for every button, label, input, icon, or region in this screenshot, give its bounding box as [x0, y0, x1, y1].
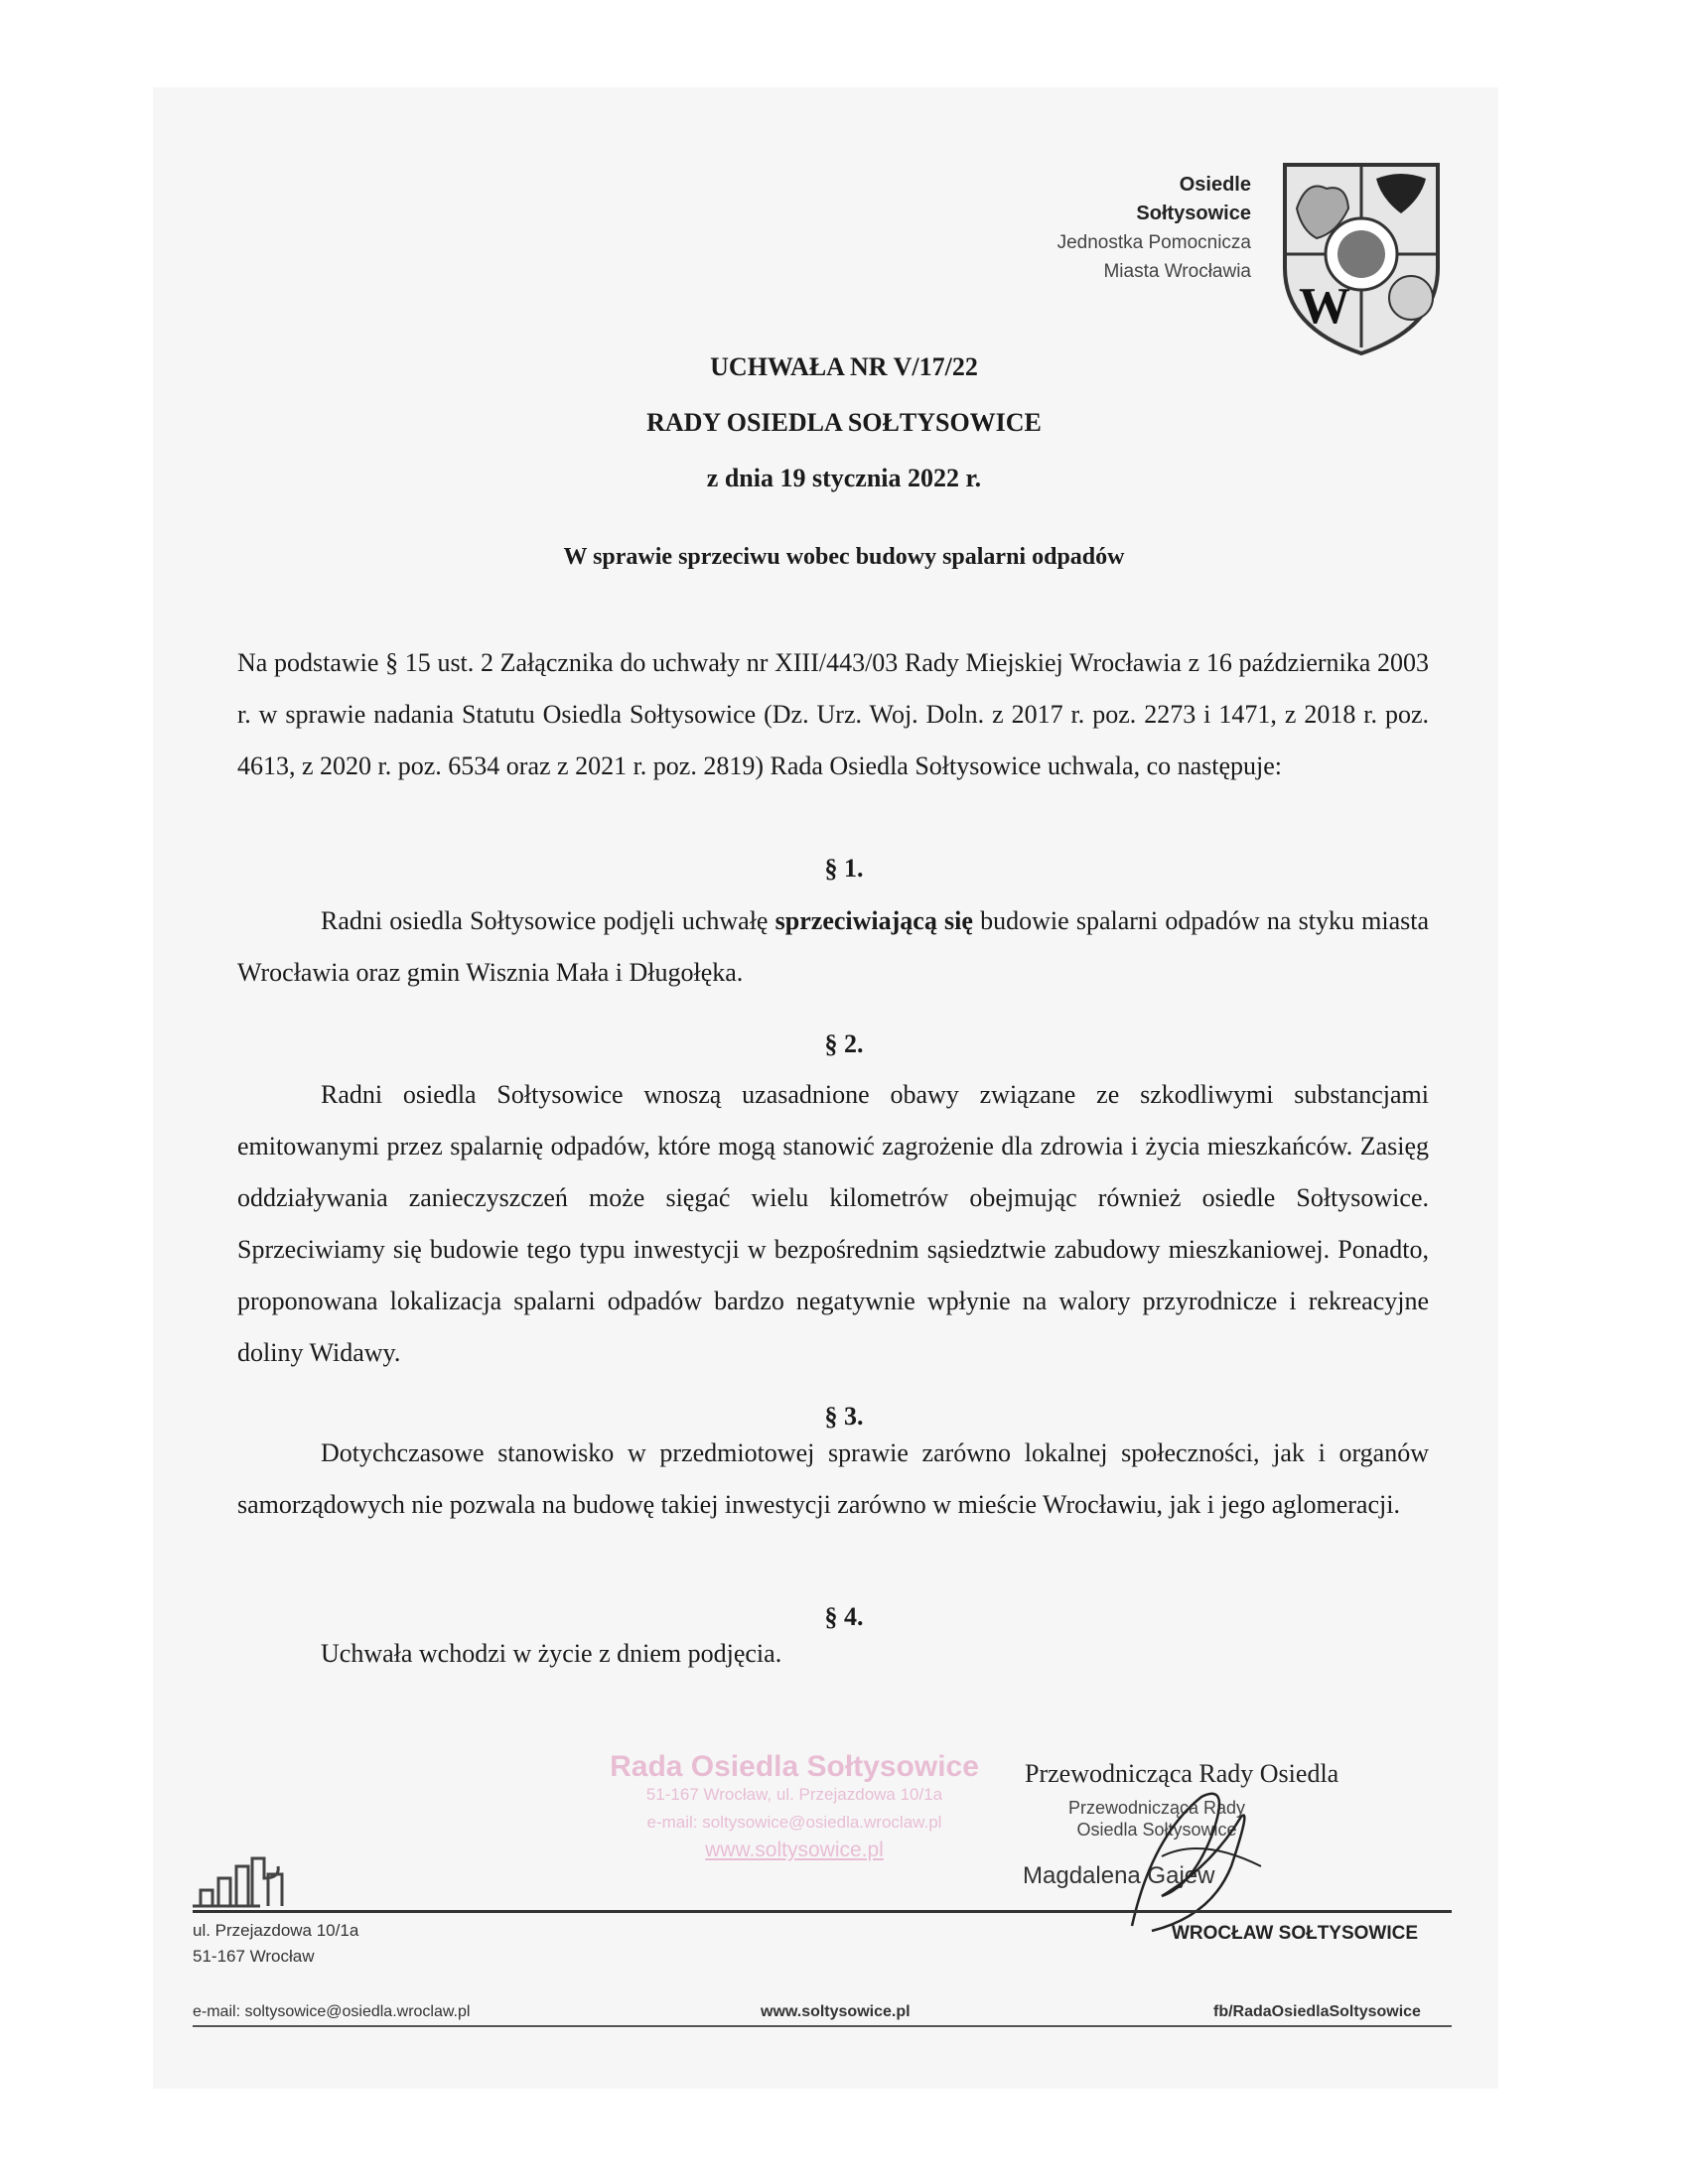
address-city: 51-167 Wrocław	[193, 1947, 315, 1966]
council-stamp	[596, 1750, 993, 1864]
footer-address	[193, 1918, 358, 1970]
section-1-heading: § 1.	[824, 854, 864, 883]
section-1-text-before: Radni osiedla Sołtysowice podjęli uchwałę	[321, 906, 775, 935]
resolution-date: z dnia 19 stycznia 2022 r.	[706, 464, 982, 492]
preamble: Na podstawie § 15 ust. 2 Załącznika do uchwały nr XIII/443/03 Rady Miejskiej Wrocławia z 16 października 2003 r. w sprawie nadania Statutu Osiedla Sołtysowice (Dz. Urz. Woj. Doln. z 2017 r. poz. 2273 i 1471, z 2018 r. poz. 4613, z 2020 r. poz. 6534 oraz z 2021 r. poz. 2819) Rada Osiedla Sołtysowice uchwala, co następuje:	[237, 648, 1429, 780]
chairperson-stamp-line2: Osiedla Sołtysowice	[1076, 1820, 1237, 1840]
footer-website: www.soltysowice.pl	[761, 2003, 911, 2020]
footer-email: e-mail: soltysowice@osiedla.wroclaw.pl	[193, 2003, 471, 2020]
section-1-text	[237, 895, 1429, 999]
org-name-line1: Osiedle	[1179, 174, 1251, 196]
stamp-website: www.soltysowice.pl	[705, 1839, 884, 1861]
footer-bottom-divider	[193, 2025, 1452, 2027]
section-1-text-bold: sprzeciwiającą się	[774, 906, 973, 935]
stamp-title: Rada Osiedla Sołtysowice	[610, 1750, 979, 1783]
section-4-heading: § 4.	[824, 1602, 864, 1631]
footer-brand: WROCŁAW SOŁTYSOWICE	[1172, 1923, 1419, 1944]
chairperson-name: Magdalena Gajew	[1023, 1862, 1215, 1889]
section-2-text: Radni osiedla Sołtysowice wnoszą uzasadnione obawy związane ze szkodliwymi substancjami emitowanymi przez spalarnię odpadów, które mogą stanowić zagrożenie dla zdrowia i życia mieszkańców. Zasięg oddziaływania zanieczyszczeń może sięgać wielu kilometrów obejmując również osiedle Sołtysowice. Sprzeciwiamy się budowie tego typu inwestycji w bezpośrednim sąsiedztwie zabudowy mieszkaniowej. Ponadto, proponowana lokalizacja spalarni odpadów bardzo negatywnie wpłynie na walory przyrodnicze i rekreacyjne doliny Widawy.	[237, 1080, 1429, 1367]
stamp-address: 51-167 Wrocław, ul. Przejazdowa 10/1a	[645, 1785, 943, 1804]
resolution-title	[298, 340, 1390, 506]
org-subtitle-line1: Jednostka Pomocnicza	[1056, 232, 1251, 253]
org-subtitle-line2: Miasta Wrocławia	[1103, 261, 1251, 282]
section-2-heading: § 2.	[824, 1029, 864, 1058]
chairperson-title: Przewodnicząca Rady Osiedla	[1025, 1759, 1339, 1788]
crest-letter: W	[1299, 278, 1350, 335]
chairperson-stamp-line1: Przewodnicząca Rady	[1067, 1798, 1246, 1818]
address-street: ul. Przejazdowa 10/1a	[193, 1921, 359, 1940]
org-name-line2: Sołtysowice	[1136, 203, 1251, 224]
section-3-heading: § 3.	[824, 1402, 864, 1431]
buildings-logo-icon	[191, 1848, 310, 1908]
organization-header	[953, 171, 1251, 286]
resolution-number: UCHWAŁA NR V/17/22	[710, 352, 978, 381]
section-3-text: Dotychczasowe stanowisko w przedmiotowej sprawie zarówno lokalnej społeczności, jak i organów samorządowych nie pozwala na budowę takiej inwestycji zarówno w mieście Wrocławiu, jak i jego aglomeracji.	[237, 1438, 1429, 1519]
council-name: RADY OSIEDLA SOŁTYSOWICE	[646, 408, 1042, 437]
footer-divider	[193, 1910, 1452, 1913]
footer-facebook: fb/RadaOsiedlaSoltysowice	[1213, 2003, 1421, 2020]
stamp-email: e-mail: soltysowice@osiedla.wroclaw.pl	[646, 1813, 942, 1832]
resolution-subject: W sprawie sprzeciwu wobec budowy spalarni odpadów	[563, 544, 1125, 570]
section-4-text: Uchwała wchodzi w życie z dniem podjęcia.	[321, 1639, 782, 1668]
wroclaw-coat-of-arms-icon	[1277, 159, 1446, 357]
section-1-text-after: budowie spalarni odpadów na styku miasta Wrocławia oraz gmin Wisznia Mała i Długołęka.	[237, 906, 1430, 987]
